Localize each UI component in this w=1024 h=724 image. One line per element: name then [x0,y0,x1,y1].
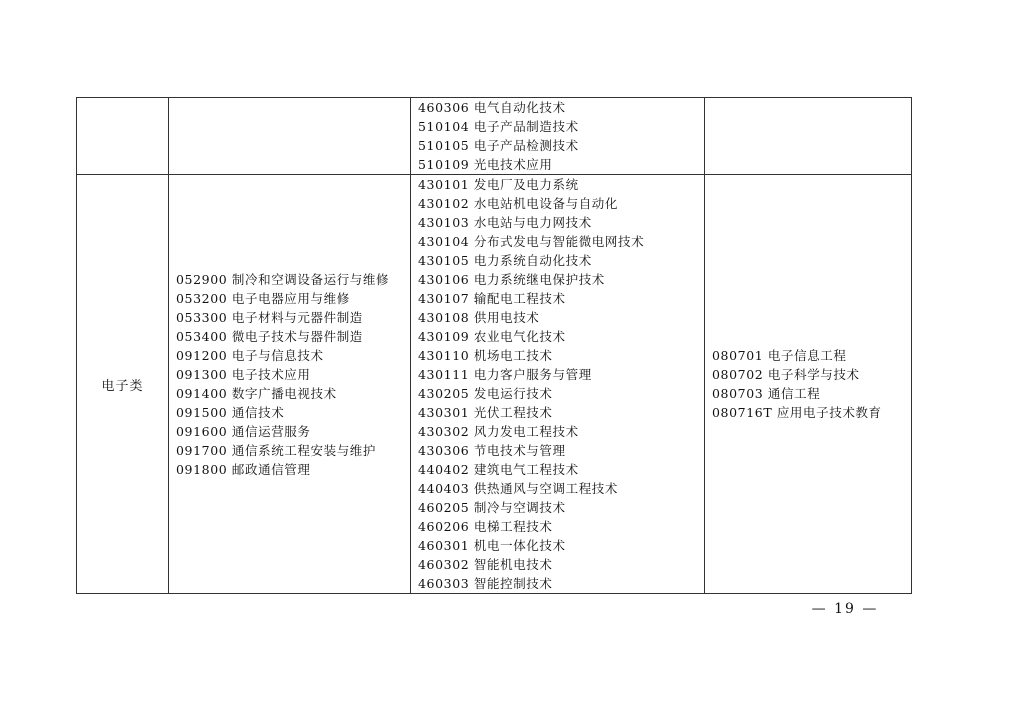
list-item: 440402 建筑电气工程技术 [418,462,579,477]
list-item: 053400 微电子技术与器件制造 [176,329,363,344]
list-item: 091200 电子与信息技术 [176,348,324,363]
list-item: 430102 水电站机电设备与自动化 [418,196,618,211]
list-item: 091500 通信技术 [176,405,285,420]
list-item: 080716T 应用电子技术教育 [712,405,882,420]
list-item: 430111 电力客户服务与管理 [418,367,592,382]
list-item: 460306 电气自动化技术 [418,100,566,115]
list-item: 052900 制冷和空调设备运行与维修 [176,272,390,287]
list-item: 460302 智能机电技术 [418,557,553,572]
list-item: 091800 邮政通信管理 [176,462,311,477]
category-cell-empty [77,98,169,175]
list-item: 510105 电子产品检测技术 [418,138,579,153]
undergraduate-majors-cell-empty [705,98,912,175]
list-item: 053300 电子材料与元器件制造 [176,310,363,325]
list-item: 430106 电力系统继电保护技术 [418,272,605,287]
table-row-continuation [77,98,912,175]
list-item: 460206 电梯工程技术 [418,519,553,534]
list-item: 091300 电子技术应用 [176,367,311,382]
list-item: 430108 供用电技术 [418,310,540,325]
list-item: 430107 输配电工程技术 [418,291,566,306]
list-item: 091400 数字广播电视技术 [176,386,337,401]
list-item: 510109 光电技术应用 [418,157,553,172]
list-item: 430105 电力系统自动化技术 [418,253,592,268]
list-item: 430205 发电运行技术 [418,386,553,401]
list-item: 440403 供热通风与空调工程技术 [418,481,618,496]
higher-vocational-majors-list [411,175,704,593]
list-item: 080703 通信工程 [712,386,821,401]
secondary-majors-cell [169,175,411,594]
list-item: 080701 电子信息工程 [712,348,847,363]
list-item: 460303 智能控制技术 [418,576,553,591]
higher-vocational-majors-list [411,98,704,174]
list-item: 430302 风力发电工程技术 [418,424,579,439]
undergraduate-majors-cell [705,175,912,594]
category-cell: 电子类 [77,175,169,594]
higher-vocational-majors-cell [411,175,705,594]
list-item: 460205 制冷与空调技术 [418,500,566,515]
list-item: 430110 机场电工技术 [418,348,553,363]
majors-table [76,97,912,594]
list-item: 430301 光伏工程技术 [418,405,553,420]
undergraduate-majors-list [705,175,911,422]
list-item: 091600 通信运营服务 [176,424,311,439]
higher-vocational-majors-cell [411,98,705,175]
secondary-majors-cell-empty [169,98,411,175]
list-item: 430101 发电厂及电力系统 [418,177,579,192]
list-item: 080702 电子科学与技术 [712,367,860,382]
secondary-majors-list [169,175,410,479]
table-row-electronics [77,175,912,594]
list-item: 430306 节电技术与管理 [418,443,566,458]
list-item: 053200 电子电器应用与维修 [176,291,350,306]
list-item: 510104 电子产品制造技术 [418,119,579,134]
list-item: 430109 农业电气化技术 [418,329,566,344]
list-item: 430103 水电站与电力网技术 [418,215,592,230]
list-item: 430104 分布式发电与智能微电网技术 [418,234,645,249]
list-item: 460301 机电一体化技术 [418,538,566,553]
list-item: 091700 通信系统工程安装与维护 [176,443,376,458]
page-number: — 19 — [811,601,879,617]
